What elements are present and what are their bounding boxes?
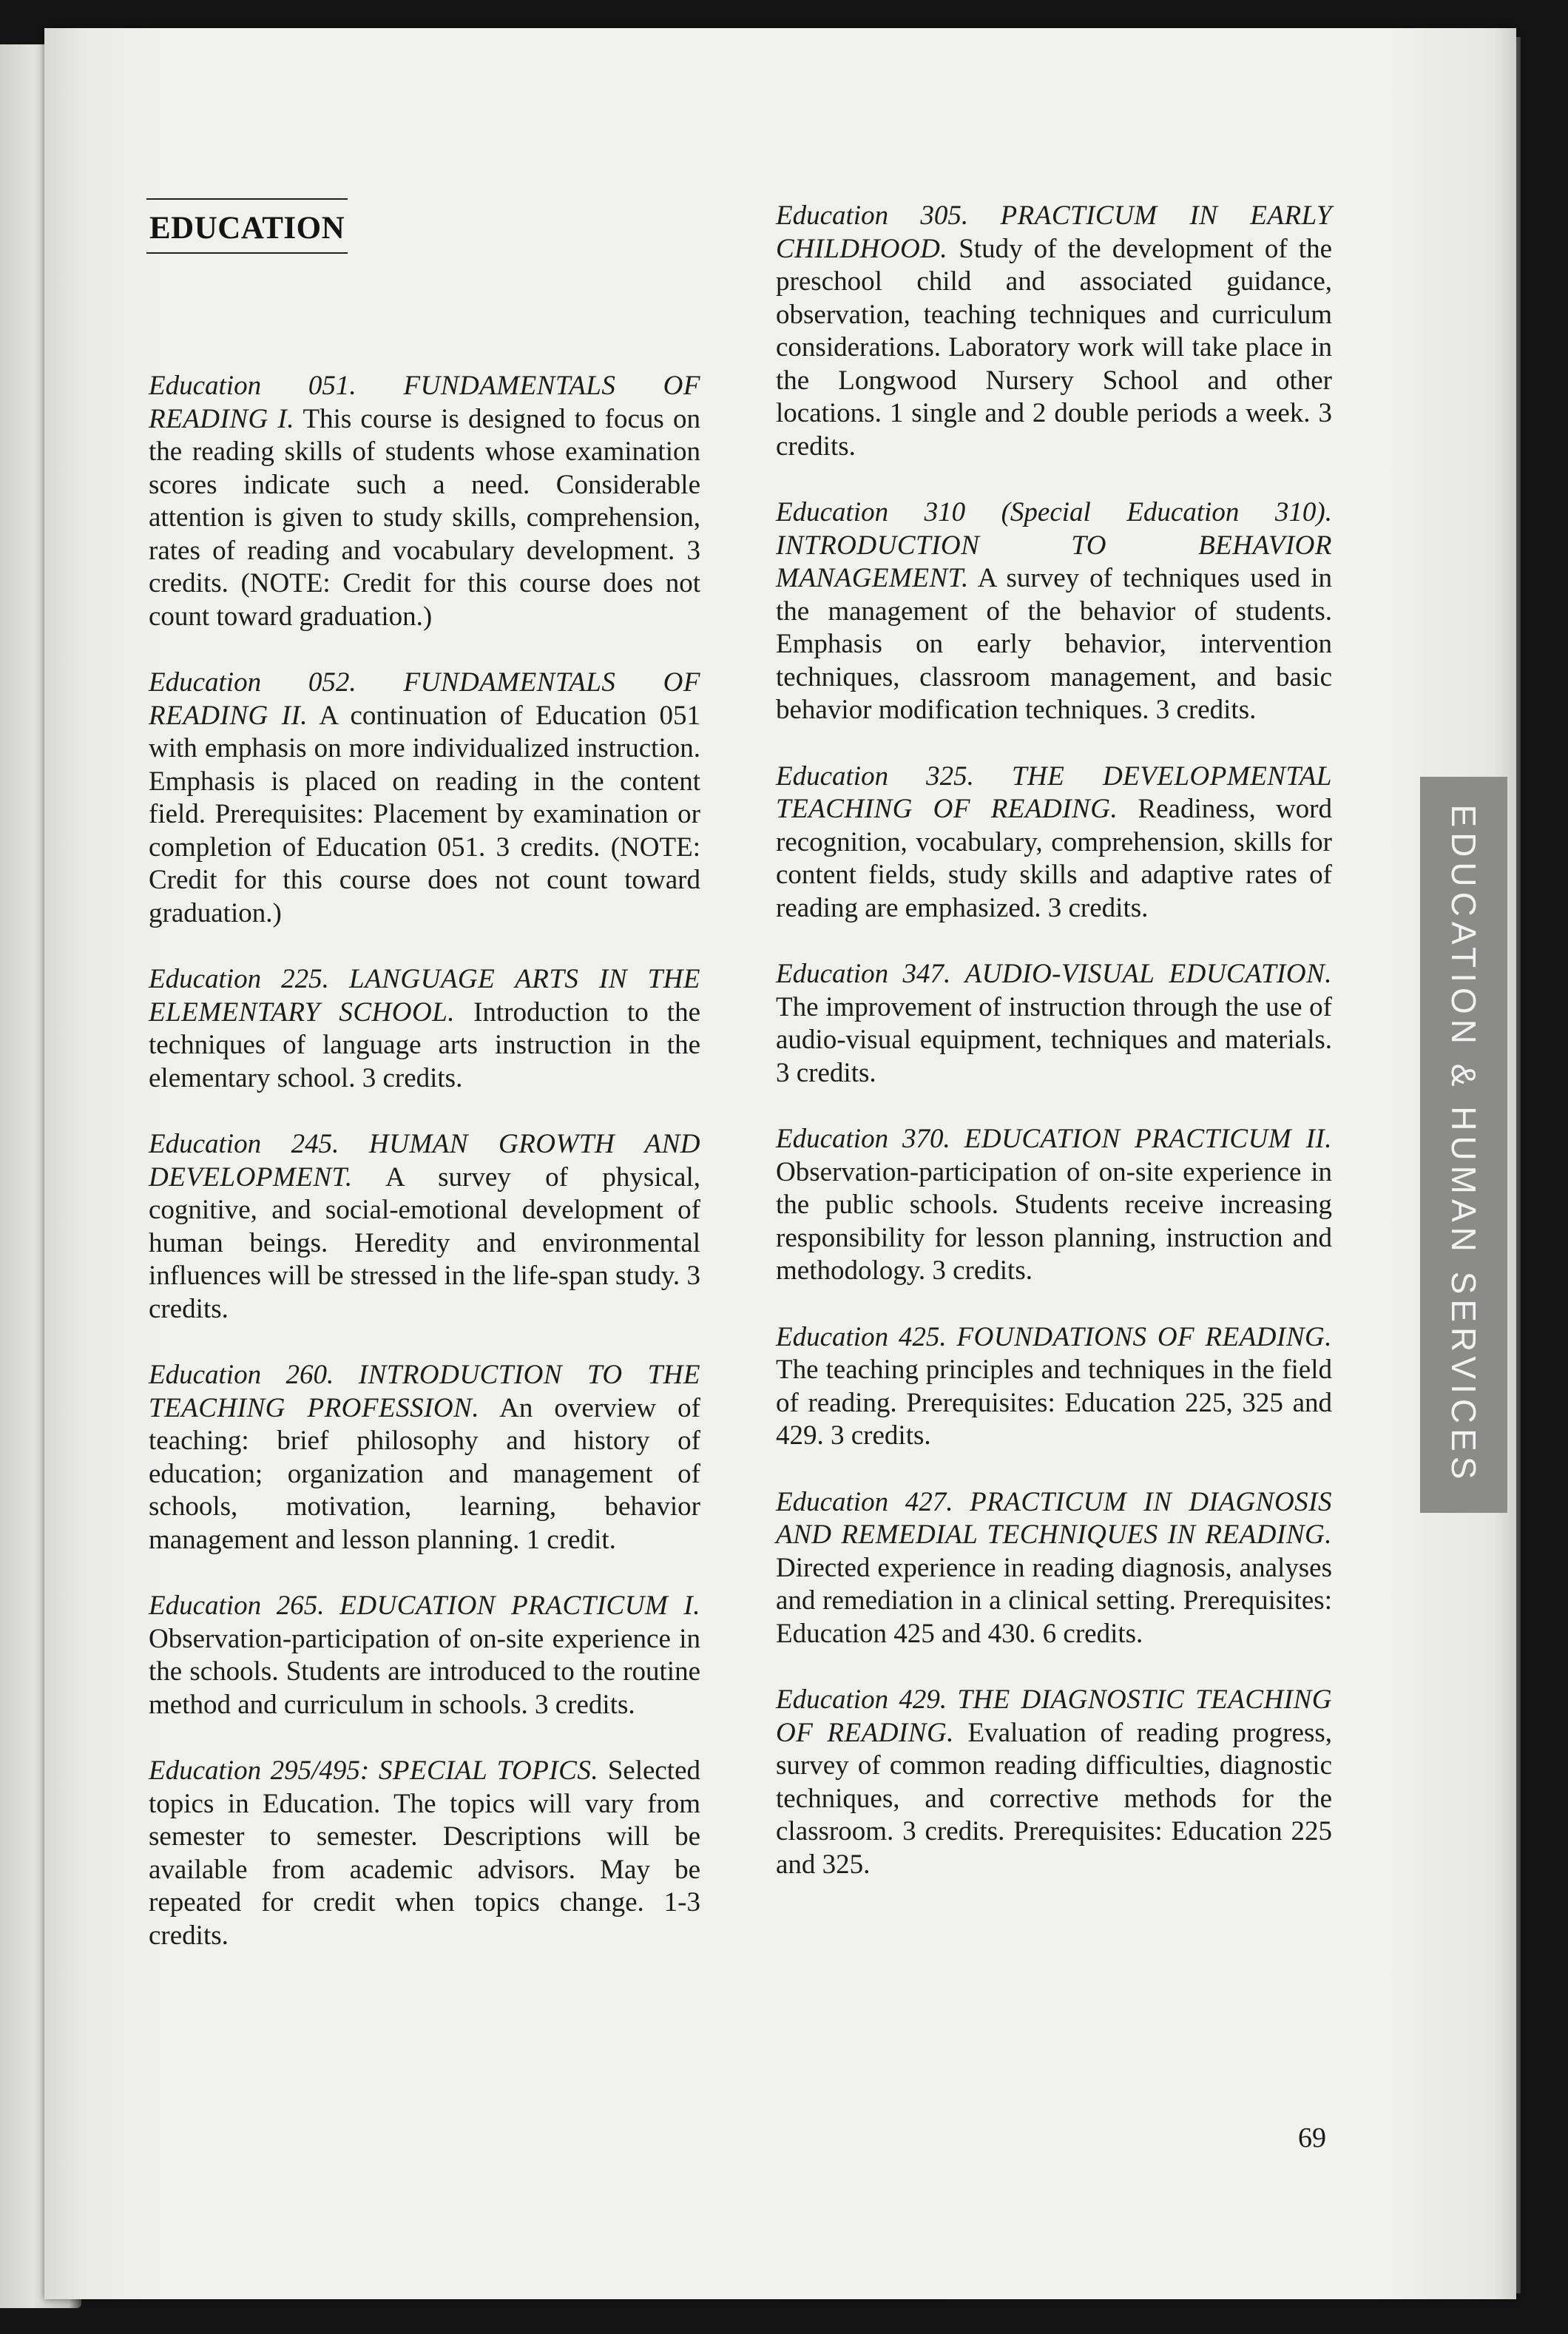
course-title: INTRODUCTION TO BEHAVIOR MANAGEMENT. (776, 530, 1332, 593)
course-entry (149, 1128, 700, 1326)
course-code: Education 295/495: (149, 1755, 370, 1786)
course-entry (776, 1321, 1332, 1453)
course-description: A survey of physical, cognitive, and social-emotional development of human beings. Heredity and environmental influences will be stressed in the life-span study. 3 credits. (149, 1161, 700, 1324)
right-column (776, 200, 1332, 1915)
course-description: The teaching principles and techniques in the field of reading. Prerequisites: Education 225, 325 and 429. 3 credits. (776, 1355, 1332, 1451)
course-description: Study of the development of the preschool child and associated guidance, observation, teaching techniques and curriculum considerations. Laboratory work will take place in the Longwood Nursery School and other locations. 1 single and 2 double periods a week. 3 credits. (776, 233, 1333, 462)
course-description: Directed experience in reading diagnosis, analyses and remediation in a clinical setting. Prerequisites: Education 425 and 430. 6 credits. (776, 1552, 1332, 1649)
course-code: Education 051. (149, 371, 356, 401)
course-code: Education 305. (776, 200, 969, 231)
course-entry (776, 1486, 1332, 1651)
course-title: SPECIAL TOPICS. (378, 1755, 599, 1786)
section-heading: EDUCATION (146, 198, 348, 254)
course-code: Education 245. (149, 1129, 339, 1159)
course-title: EDUCATION PRACTICUM I. (339, 1591, 701, 1621)
course-code: Education 265. (149, 1591, 325, 1621)
course-description: Selected topics in Education. The topics will vary from semester to semester. Descriptions will be available from academic advisors. May be repeated for credit when topics change. 1-3 credits. (149, 1755, 701, 1951)
course-description: A survey of techniques used in the management of the behavior of students. Emphasis on early behavior, intervention techniques, classroom management, and basic behavior modification techniques. 3 credits. (776, 563, 1332, 725)
course-entry (149, 370, 700, 633)
course-code: Education 370. (776, 1124, 950, 1154)
course-code: Education 225. (149, 964, 329, 994)
page-number: 69 (1298, 2122, 1326, 2153)
course-description: Evaluation of reading progress, survey of common reading difficulties, diagnostic techniques, and corrective methods for the classroom. 3 credits. Prerequisites: Education 225 and 325. (776, 1717, 1332, 1880)
course-entry (149, 1590, 700, 1721)
course-code: Education 429. (776, 1684, 947, 1715)
course-description: Observation-participation of on-site experience in the schools. Students are introduced to the routine method and curriculum in schools. 3 credits. (149, 1623, 700, 1720)
course-entry (149, 667, 700, 930)
course-code: Education 260. (149, 1360, 334, 1390)
course-description: An overview of teaching: brief philosophy and history of education; organization and management of schools, motivation, learning, behavior management and lesson planning. 1 credit. (149, 1392, 700, 1555)
course-title: THE DIAGNOSTIC TEACHING OF READING. (776, 1684, 1333, 1748)
course-description: Readiness, word recognition, vocabulary, comprehension, skills for content fields, study skills and adaptive rates of reading are emphasized. 3 credits. (776, 794, 1333, 923)
course-code: Education 325. (776, 760, 974, 792)
course-entry (776, 760, 1332, 925)
course-title: EDUCATION PRACTICUM II. (964, 1124, 1332, 1154)
course-description: The improvement of instruction through the use of audio-visual equipment, techniques and materials. 3 credits. (776, 991, 1332, 1088)
course-entry (776, 1123, 1332, 1288)
course-title: FUNDAMENTALS OF READING I. (149, 371, 700, 434)
course-title: PRACTICUM IN EARLY CHILDHOOD. (776, 200, 1332, 264)
course-title: FOUNDATIONS OF READING. (956, 1321, 1332, 1352)
course-entry (776, 496, 1332, 727)
course-title: PRACTICUM IN DIAGNOSIS AND REMEDIAL TECHNIQUES IN READING. (776, 1486, 1332, 1550)
course-description: A continuation of Education 051 with emphasis on more individualized instruction. Emphasis is placed on reading in the content field. Prerequisites: Placement by examination or completion of Education 051. 3 credits. (NOTE: Credit for this course does not count toward graduation.) (149, 700, 700, 928)
course-title: HUMAN GROWTH AND DEVELOPMENT. (149, 1129, 700, 1193)
side-tab-label: EDUCATION & HUMAN SERVICES (1444, 804, 1483, 1485)
course-code: Education 347. (776, 959, 951, 989)
course-description: This course is designed to focus on the reading skills of students whose examination scores indicate such a need. Considerable attention is given to study skills, comprehension, rates of reading and vocabulary development. 3 credits. (NOTE: Credit for this course does not count toward graduation.) (149, 403, 700, 632)
course-entry (776, 958, 1332, 1090)
course-description: Introduction to the techniques of language arts instruction in the elementary school. 3 credits. (149, 996, 701, 1093)
course-code: Education 052. (149, 667, 356, 698)
course-title: LANGUAGE ARTS IN THE ELEMENTARY SCHOOL. (149, 964, 700, 1028)
course-title: INTRODUCTION TO THE TEACHING PROFESSION. (149, 1360, 700, 1423)
course-entry (149, 1359, 700, 1556)
left-column (149, 370, 700, 1986)
course-title: AUDIO-VISUAL EDUCATION. (964, 959, 1332, 989)
course-description: Observation-participation of on-site experience in the public schools. Students receive increasing responsibility for lesson planning, instruction and methodology. 3 credits. (776, 1156, 1332, 1286)
course-entry (776, 200, 1332, 463)
course-code: Education 310 (Special Education 310). (776, 497, 1332, 527)
course-code: Education 425. (776, 1321, 947, 1352)
course-title: THE DEVELOPMENTAL TEACHING OF READING. (776, 760, 1332, 824)
course-entry (776, 1684, 1332, 1881)
course-title: FUNDAMENTALS OF READING II. (149, 667, 700, 731)
course-code: Education 427. (776, 1486, 953, 1517)
course-entry (149, 963, 700, 1095)
section-heading-wrap (146, 198, 348, 254)
course-entry (149, 1755, 700, 1952)
